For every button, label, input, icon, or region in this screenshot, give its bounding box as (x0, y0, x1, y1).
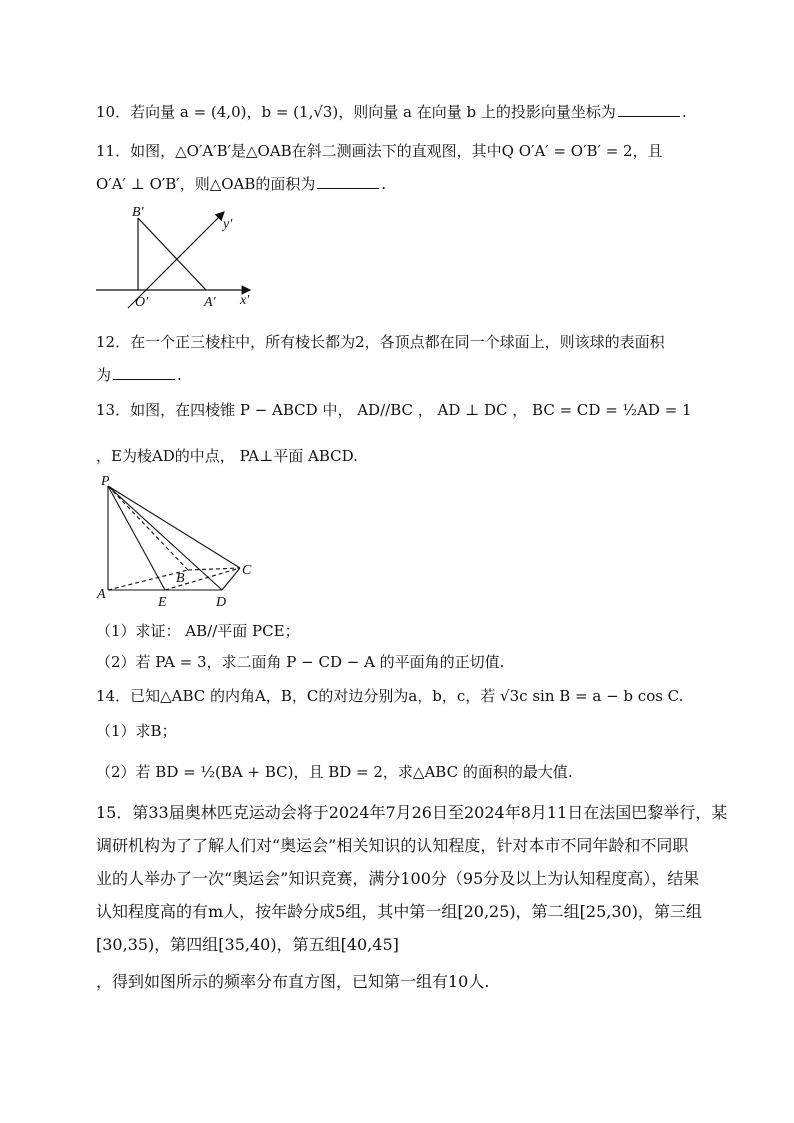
q15-line3: 业的人举办了一次“奥运会”知识竞赛，满分100分（95分及以上为认知程度高），结果 (96, 869, 700, 888)
q10-end: . (681, 103, 687, 121)
q12-line2: 为 (96, 366, 112, 384)
q10-answer-blank (618, 102, 680, 117)
question-10 (96, 102, 687, 122)
question-14-sub1 (96, 721, 177, 741)
q14-sub1: （1）求B； (96, 722, 177, 740)
question-11-line2 (96, 174, 386, 194)
q13-line1: 13．如图，在四棱锥 P − ABCD 中， AD//BC ， AD ⊥ DC ， BC = CD = ½AD = 1 (96, 401, 692, 419)
q11-line2: O′A′ ⊥ O′B′，则△OAB的面积为 (96, 175, 316, 193)
q11-label-x: x′ (240, 293, 250, 308)
q11-line1: 11．如图，△O′A′B′是△OAB在斜二测画法下的直观图，其中Q O′A′ = O′B′ = 2，且 (96, 142, 663, 160)
question-15-line3 (96, 869, 699, 889)
q12-answer-blank (113, 365, 175, 380)
q13-label-b: B (176, 571, 185, 586)
q11-end: . (381, 175, 387, 193)
q13-label-d: D (216, 595, 227, 610)
q11-figure (90, 198, 270, 318)
q13-edge-pc (108, 486, 240, 568)
question-15-line6 (96, 972, 489, 992)
q11-label-o: O′ (135, 295, 149, 310)
q13-sub1: （1）求证： AB//平面 PCE； (96, 622, 300, 640)
q11-segment-b-a (138, 218, 206, 290)
q13-label-a: A (97, 587, 106, 602)
q13-label-e: E (158, 595, 167, 610)
question-14-sub2 (96, 762, 573, 782)
q15-line4: 认知程度高的有m人，按年龄分成5组，其中第一组[20,25)，第二组[25,30)，第三组 (96, 902, 702, 921)
q11-label-a: A′ (204, 295, 216, 310)
question-15-line5 (96, 935, 399, 955)
q15-line6: ，得到如图所示的频率分布直方图，已知第一组有10人. (96, 972, 490, 991)
question-12-line1 (96, 332, 665, 352)
q14-sub2: （2）若 BD = ½(BA + BC)，且 BD = 2，求△ABC 的面积的最大值. (96, 763, 573, 781)
question-11-line1 (96, 141, 663, 161)
q13-label-c: C (242, 563, 252, 578)
question-15-line1 (96, 803, 727, 823)
question-15-line2 (96, 836, 688, 856)
q13-sub2: （2）若 PA = 3，求二面角 P − CD − A 的平面角的正切值. (96, 653, 505, 671)
q13-edge-pd (108, 486, 222, 590)
q15-line5: [30,35)，第四组[35,40)，第五组[40,45] (96, 935, 399, 954)
q11-y-axis (128, 212, 224, 308)
question-14-line1 (96, 686, 683, 706)
q11-answer-blank (317, 174, 379, 189)
q13-edge-pe (108, 486, 165, 590)
q10-text: 10．若向量 a = (4,0)，b = (1,√3)，则向量 a 在向量 b 上的投影向量坐标为 (96, 103, 616, 121)
question-13-line2 (96, 446, 358, 466)
q13-label-p: P (101, 474, 110, 489)
question-12-line2 (96, 365, 182, 385)
q13-figure (92, 472, 262, 612)
question-13-line1 (96, 400, 692, 420)
q15-line2: 调研机构为了了解人们对“奥运会”相关知识的认知程度，针对本市不同年龄和不同职 (96, 836, 689, 855)
question-13-sub2 (96, 652, 504, 672)
q13-edge-bc (188, 568, 240, 570)
q11-label-y: y′ (223, 217, 233, 232)
q11-label-b: B′ (132, 205, 144, 220)
question-15-line4 (96, 902, 702, 922)
q15-line1: 15．第33届奥林匹克运动会将于2024年7月26日至2024年8月11日在法国巴黎举行，某 (96, 803, 728, 822)
question-13-sub1 (96, 621, 300, 641)
q12-line1: 12．在一个正三棱柱中，所有棱长都为2，各顶点都在同一个球面上，则该球的表面积 (96, 333, 665, 351)
q14-line1: 14．已知△ABC 的内角A，B，C的对边分别为a，b，c，若 √3c sin B = a − b cos C. (96, 687, 684, 705)
q13-edge-dc (222, 568, 240, 590)
q12-end: . (177, 366, 182, 384)
q13-line2: ，E为棱AD的中点， PA⊥平面 ABCD. (96, 447, 358, 465)
